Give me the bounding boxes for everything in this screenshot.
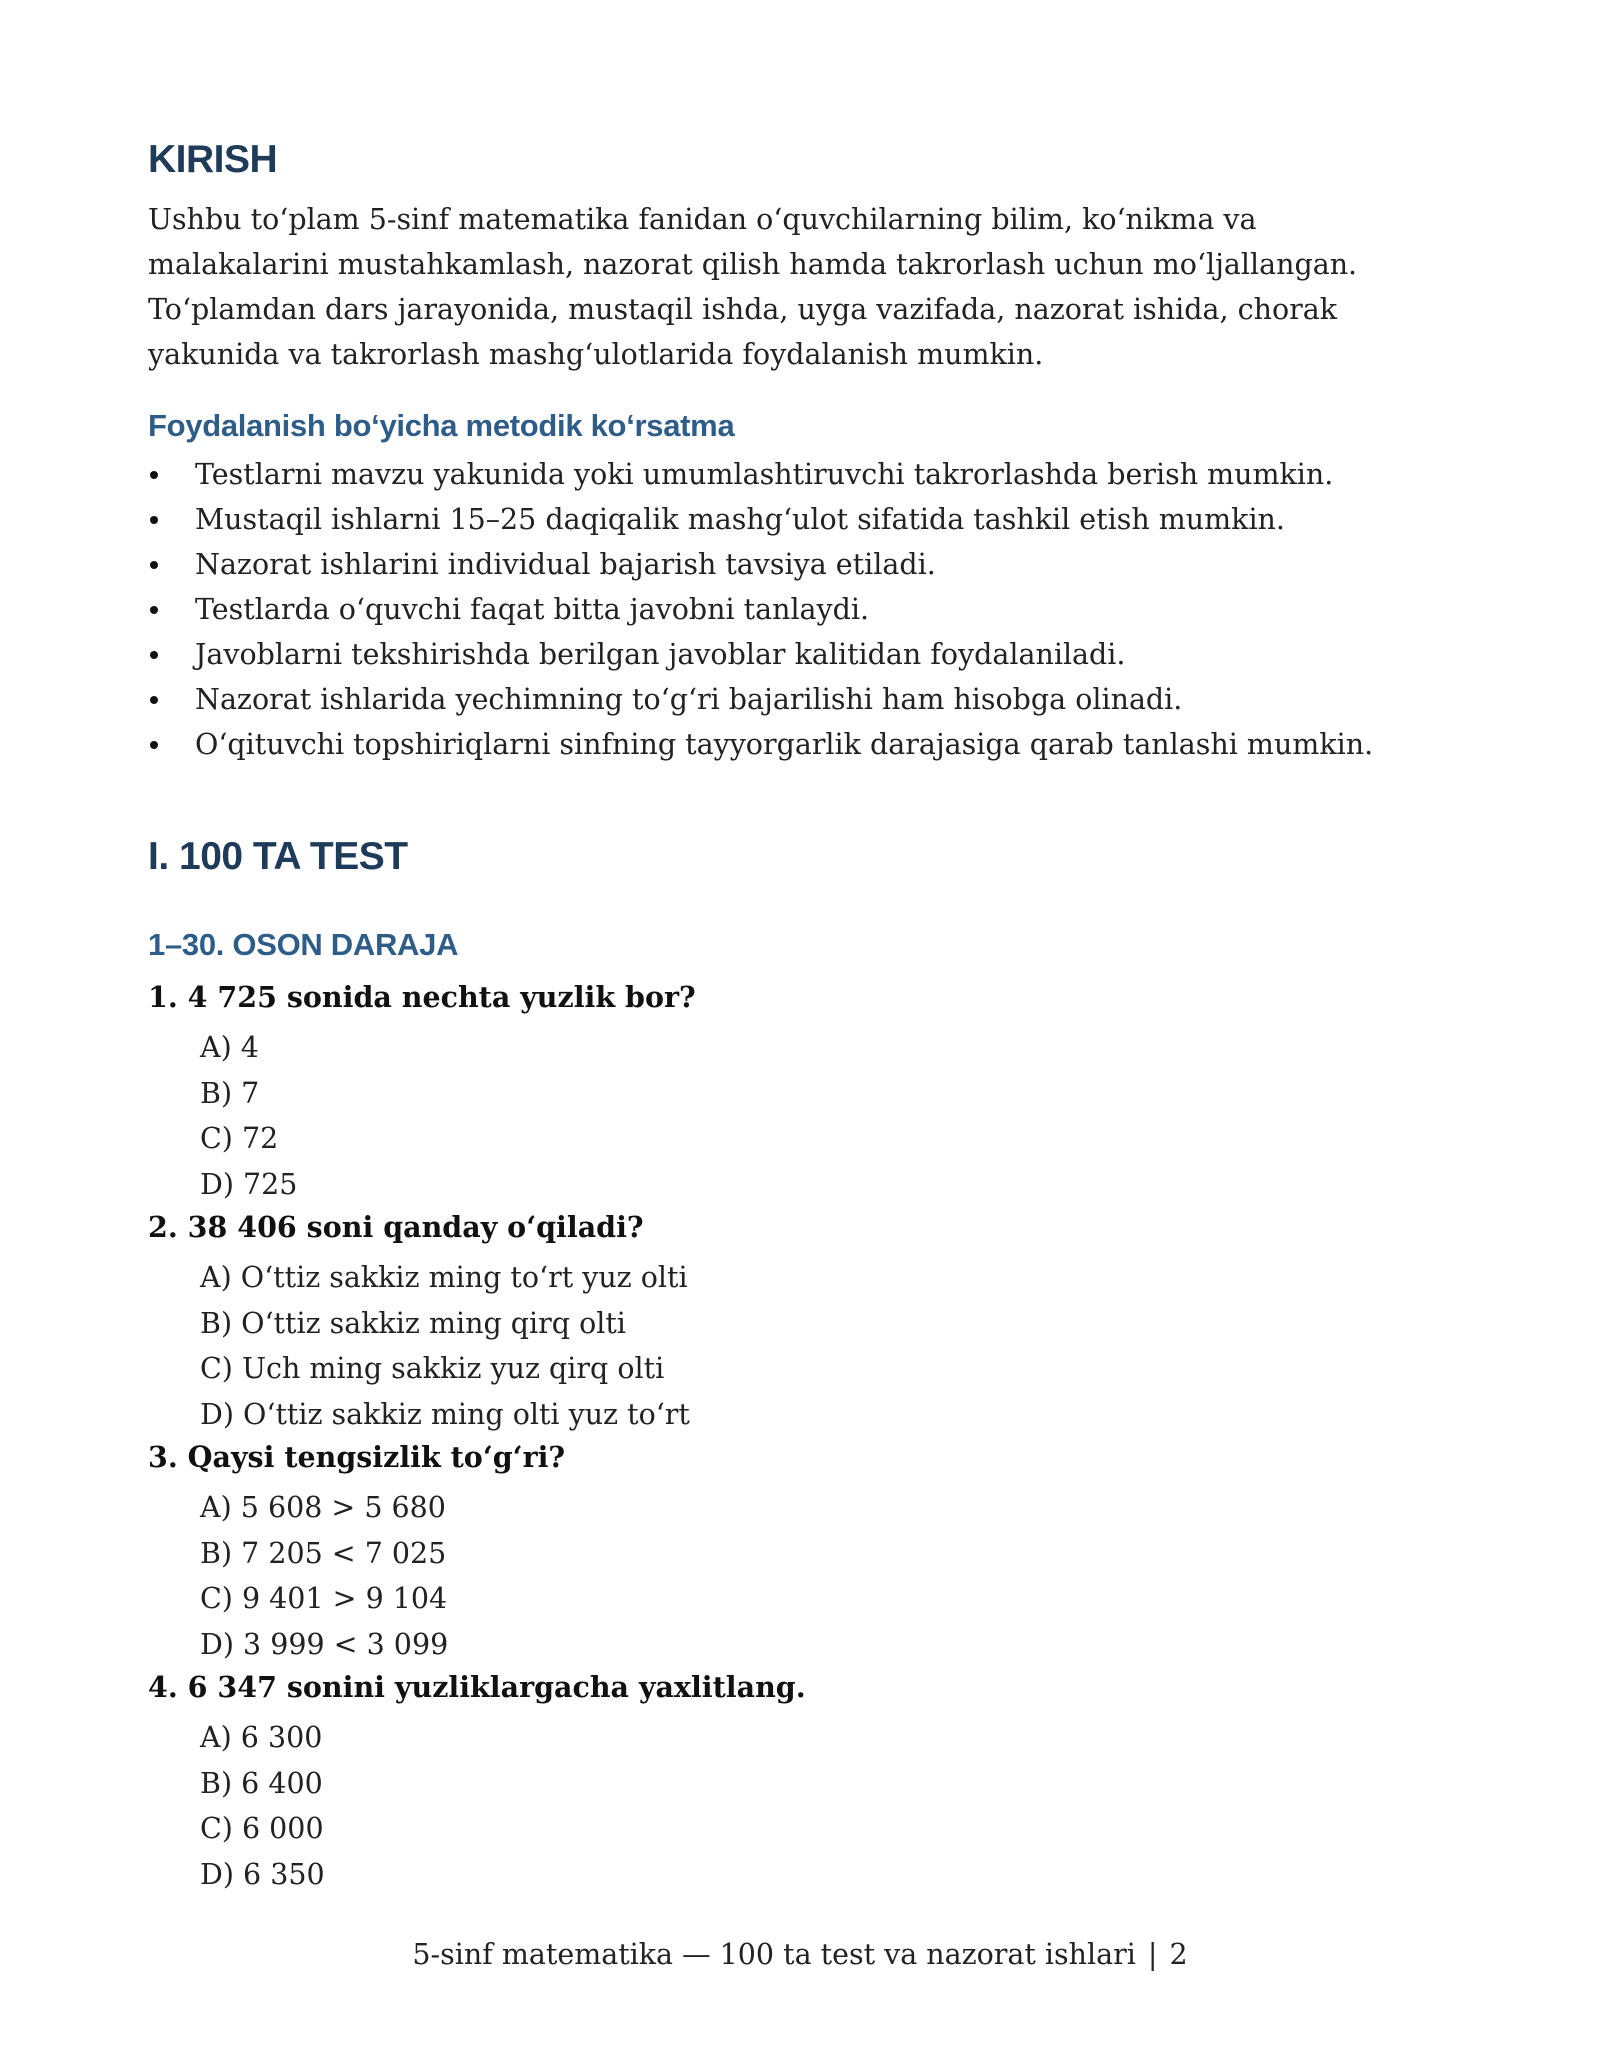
list-item-text: Testlarni mavzu yakunida yoki umumlashtiruvchi takrorlashda berish mumkin. [195, 458, 1334, 491]
question-1: 1. 4 725 sonida nechta yuzlik bor? [148, 980, 696, 1014]
list-item-text: Mustaqil ishlarni 15–25 daqiqalik mashg‘ulot sifatida tashkil etish mumkin. [195, 503, 1285, 536]
question-2: 2. 38 406 soni qanday o‘qiladi? [148, 1210, 644, 1244]
list-item-text: Testlarda o‘quvchi faqat bitta javobni tanlaydi. [195, 593, 870, 626]
page-number: 2 [1169, 1938, 1188, 1971]
bullet-icon [150, 516, 158, 524]
option-c[interactable]: C) 9 401 > 9 104 [200, 1582, 448, 1615]
option-d[interactable]: D) 6 350 [200, 1857, 325, 1891]
question-4-options [200, 1715, 325, 1897]
method-heading: Foydalanish bo‘yicha metodik ko‘rsatma [148, 408, 735, 443]
footer-title: 5-sinf matematika — 100 ta test va nazorat ishlari [412, 1938, 1136, 1971]
list-item [148, 542, 1373, 587]
option-d[interactable]: D) O‘ttiz sakkiz ming olti yuz to‘rt [200, 1397, 690, 1431]
list-item-text: O‘qituvchi topshiriqlarni sinfning tayyorgarlik darajasiga qarab tanlashi mumkin. [195, 728, 1374, 761]
option-b[interactable]: B) O‘ttiz sakkiz ming qirq olti [200, 1306, 626, 1340]
option-b[interactable]: B) 7 205 < 7 025 [200, 1536, 447, 1570]
list-item [148, 587, 1373, 632]
list-item [148, 722, 1373, 767]
option-c[interactable]: C) 72 [200, 1122, 279, 1155]
option-a[interactable]: A) O‘ttiz sakkiz ming to‘rt yuz olti [200, 1261, 688, 1294]
list-item [148, 677, 1373, 722]
option-b[interactable]: B) 6 400 [200, 1766, 323, 1800]
question-4: 4. 6 347 sonini yuzliklargacha yaxlitlang. [148, 1670, 806, 1704]
option-d[interactable]: D) 725 [200, 1167, 298, 1201]
option-d[interactable]: D) 3 999 < 3 099 [200, 1627, 449, 1661]
option-a[interactable]: A) 5 608 > 5 680 [200, 1491, 446, 1524]
footer-separator: | [1147, 1938, 1158, 1971]
list-item-text: Nazorat ishlarini individual bajarish tavsiya etiladi. [195, 548, 936, 581]
question-3: 3. Qaysi tengsizlik to‘g‘ri? [148, 1440, 566, 1474]
option-b[interactable]: B) 7 [200, 1076, 260, 1110]
question-1-options [200, 1025, 297, 1207]
list-item-text: Javoblarni tekshirishda berilgan javoblar kalitidan foydalaniladi. [195, 638, 1126, 671]
question-3-options [200, 1485, 448, 1667]
bullet-icon [150, 561, 158, 569]
bullet-icon [150, 696, 158, 704]
list-item [148, 632, 1373, 677]
bullet-icon [150, 471, 158, 479]
bullet-icon [150, 606, 158, 614]
page-footer [0, 1935, 1600, 1975]
intro-heading: KIRISH [148, 138, 278, 181]
question-2-options [200, 1255, 690, 1437]
section-subheading: 1–30. OSON DARAJA [148, 927, 459, 962]
intro-paragraph: Ushbu to‘plam 5-sinf matematika fanidan o‘quvchilarning bilim, ko‘nikma va malakalarini mustahkamlash, nazorat qilish hamda takrorlash uchun mo‘ljallangan. To‘plamdan dars jarayonida, mustaqil ishda, uyga vazifada, nazorat ishida, chorak yakunida va takrorlash mashg‘ulotlarida foydalanish mumkin. [148, 203, 1358, 371]
option-a[interactable]: A) 6 300 [200, 1721, 323, 1754]
option-a[interactable]: A) 4 [200, 1031, 259, 1064]
list-item [148, 497, 1373, 542]
bullet-icon [150, 741, 158, 749]
section-heading: I. 100 TA TEST [148, 835, 408, 878]
option-c[interactable]: C) Uch ming sakkiz yuz qirq olti [200, 1352, 665, 1385]
bullet-icon [150, 651, 158, 659]
option-c[interactable]: C) 6 000 [200, 1812, 324, 1845]
list-item-text: Nazorat ishlarida yechimning to‘g‘ri bajarilishi ham hisobga olinadi. [195, 683, 1183, 716]
method-list [148, 452, 1373, 767]
list-item [148, 452, 1373, 497]
